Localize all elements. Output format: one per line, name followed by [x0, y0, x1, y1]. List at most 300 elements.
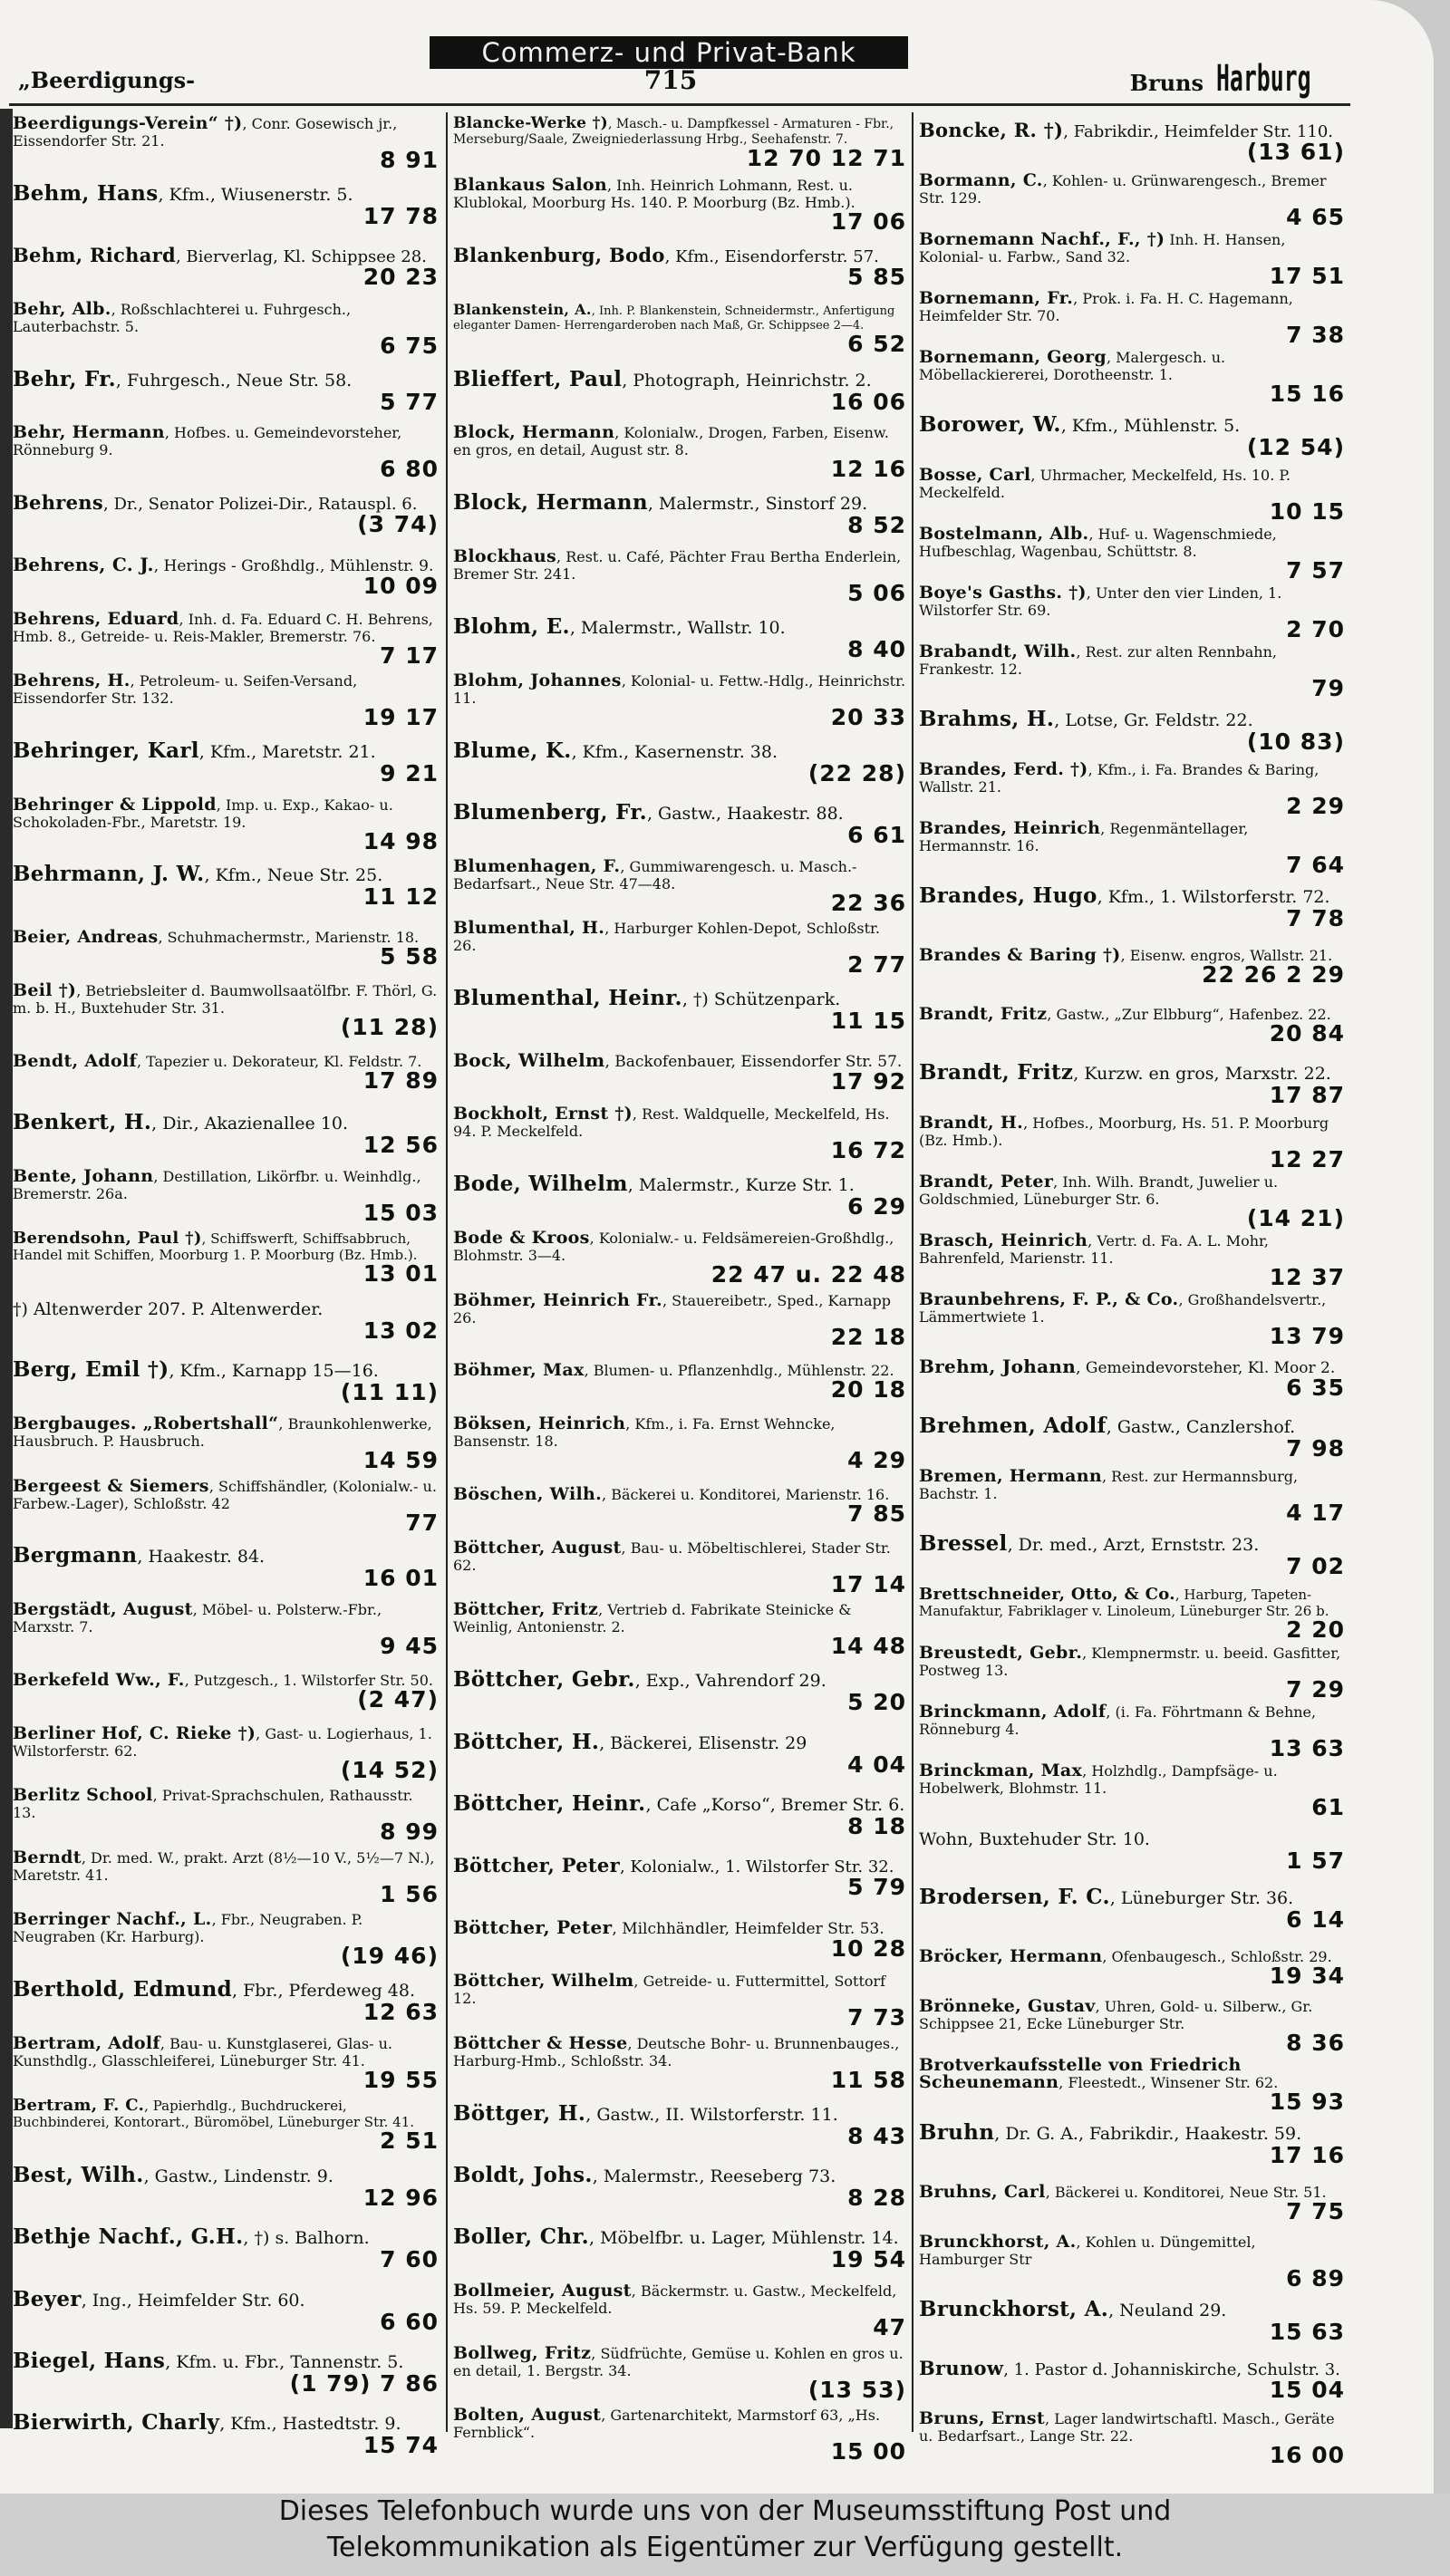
entry-phone-number: 13 01 — [362, 1260, 439, 1288]
directory-entry — [919, 2409, 1345, 2468]
entry-name: Bremen, Hermann — [919, 1467, 1102, 1486]
directory-entry — [919, 1879, 1345, 1938]
entry-phone-number: 4 29 — [847, 1447, 906, 1474]
directory-entry — [13, 608, 439, 670]
entry-phone-number: 7 29 — [1286, 1676, 1345, 1703]
entry-line — [453, 1973, 906, 2007]
directory-entry — [13, 1041, 439, 1103]
directory-entry — [13, 1722, 439, 1784]
entry-name: Böhmer, Max — [453, 1360, 585, 1381]
entry-details: , Unter den vier Linden, 1. Wilstorfer Str. 69. — [919, 584, 1282, 619]
directory-entry — [453, 2281, 906, 2342]
entry-line — [919, 761, 1345, 796]
entry-name: Behringer, Karl — [13, 738, 199, 763]
directory-entry — [919, 289, 1345, 348]
entry-details: , Fabrikdir., Heimfelder Str. 110. — [1063, 121, 1334, 141]
directory-entry — [13, 1599, 439, 1661]
entry-details: , Braunkohlenwerke, Hausbruch. P. Hausbruch. — [13, 1415, 432, 1451]
entry-name: Berkefeld Ww., F. — [13, 1670, 185, 1691]
entry-line — [13, 1165, 439, 1202]
directory-entry — [13, 1537, 439, 1598]
entry-line — [453, 1856, 906, 1877]
entry-phone-number: 5 58 — [380, 942, 439, 970]
entry-name: Berendsohn, Paul †) — [13, 1229, 202, 1249]
entry-details: , Schiffshändler, (Kolonialw.- u. Farbew.-Lager), Schloßstr. 42 — [13, 1477, 437, 1512]
entry-details: Wohn, Buxtehuder Str. 10. — [919, 1828, 1150, 1849]
entry-details: , Gemeindevorsteher, Kl. Moor 2. — [1076, 1359, 1336, 1377]
directory-entry — [453, 1661, 906, 1722]
entry-details: , Backofenbauer, Eissendorfer Str. 57. — [604, 1053, 903, 1072]
entry-line — [13, 2032, 439, 2069]
entry-phone-number: 8 36 — [1286, 2030, 1345, 2056]
entry-name: Brehm, Johann — [919, 1356, 1077, 1377]
entry-name: Beil †) — [13, 979, 77, 1000]
entry-phone-number: 7 73 — [847, 2004, 906, 2031]
entry-line — [919, 526, 1345, 560]
entry-details: , Malermstr., Reeseberg 73. — [592, 2166, 836, 2187]
entry-name: Brandt, Peter — [919, 1172, 1054, 1192]
entry-line — [453, 2342, 906, 2379]
entry-line — [919, 1828, 1345, 1850]
entry-details: , Fuhrgesch., Neue Str. 58. — [115, 370, 353, 391]
entry-details: , Lager landwirtschaftl. Masch., Geräte u. Bedarfsart., Lange Str. 22. — [919, 2410, 1335, 2445]
entry-name: Behrens — [13, 491, 103, 515]
entry-details: , †) Schützenpark. — [682, 989, 841, 1010]
entry-phone-number: (11 11) — [340, 1379, 439, 1406]
entry-name: Breustedt, Gebr. — [919, 1644, 1083, 1663]
directory-entry — [13, 670, 439, 731]
directory-entry — [13, 732, 439, 794]
directory-entry — [453, 1351, 906, 1413]
entry-details: , Kfm., Maretstr. 21. — [198, 741, 376, 762]
directory-entry — [13, 2218, 439, 2280]
entry-name: Blumenthal, Heinr. — [453, 986, 682, 1011]
entry-line — [13, 796, 439, 831]
entry-name: Böttcher, August — [453, 1537, 622, 1558]
entry-name: Blankenstein, A. — [453, 300, 592, 318]
entry-phone-number: 2 29 — [1286, 793, 1345, 819]
entry-details: , Inh. Wilh. Brandt, Juwelier u. Goldschmied, Lüneburger Str. 6. — [919, 1173, 1279, 1208]
entry-name: Bruns, Ernst — [919, 2409, 1046, 2428]
entry-phone-number: 9 45 — [380, 1633, 439, 1660]
entry-name: Behm, Richard — [13, 243, 176, 266]
entry-name: Behr, Fr. — [13, 366, 116, 391]
entry-phone-number: 11 12 — [362, 883, 439, 911]
directory-entry — [13, 1847, 439, 1908]
entry-line — [919, 706, 1345, 731]
entry-phone-number: 79 — [1311, 675, 1345, 701]
entry-line — [919, 1232, 1345, 1267]
directory-entry — [13, 979, 439, 1041]
directory-entry — [453, 112, 906, 174]
entry-name: Behrens, Eduard — [13, 608, 179, 629]
directory-entry — [919, 1526, 1345, 1585]
entry-details: , Klempnermstr. u. beeid. Gasfitter, Postweg 13. — [919, 1645, 1341, 1679]
entry-line — [453, 300, 906, 333]
entry-phone-number: 14 98 — [362, 827, 439, 854]
entry-details: , Bäckerei u. Konditorei, Marienstr. 16. — [602, 1486, 890, 1504]
entry-line — [13, 979, 439, 1017]
directory-entry — [13, 1785, 439, 1847]
entry-name: Brodersen, F. C. — [919, 1884, 1110, 1909]
directory-entry — [453, 918, 906, 979]
directory-entry — [919, 112, 1345, 171]
entry-details: , Südfrüchte, Gemüse u. Kohlen en gros u. en detail, 1. Bergstr. 34. — [453, 2344, 904, 2379]
entry-details: Inh. H. Hansen, Kolonial- u. Farbw., Sand 32. — [919, 231, 1286, 265]
entry-details: , Inh. Heinrich Lohmann, Rest. u. Klublokal, Moorburg Hs. 140. P. Moorburg (Bz. Hmb.). — [453, 177, 856, 212]
directory-entry — [453, 1475, 906, 1537]
directory-entry — [919, 760, 1345, 819]
entry-details: , Dr. med. W., prakt. Arzt (8½—10 V., 5½—7 N.), Maretstr. 41. — [13, 1848, 435, 1884]
entry-line — [453, 2404, 906, 2441]
directory-entry — [453, 1785, 906, 1847]
entry-phone-number: 15 93 — [1269, 2089, 1345, 2115]
directory-entry — [453, 608, 906, 670]
directory-entry — [453, 174, 906, 236]
entry-name: Bostelmann, Alb. — [919, 525, 1089, 544]
directory-entry — [13, 1413, 439, 1475]
directory-entry — [13, 174, 439, 236]
entry-name: Blume, K. — [453, 738, 572, 763]
entry-details: , Blumen- u. Pflanzenhdlg., Mühlenstr. 22. — [584, 1362, 894, 1380]
entry-details: , Gummiwarengesch. u. Masch.-Bedarfsart., Neue Str. 47—48. — [453, 857, 857, 892]
entry-details: , Malermstr., Kurze Str. 1. — [627, 1175, 855, 1196]
entry-details: , Bierverlag, Kl. Schippsee 28. — [175, 246, 427, 266]
entry-phone-number: 12 27 — [1269, 1146, 1345, 1172]
entry-phone-number: 13 02 — [362, 1317, 439, 1344]
entry-details: , Großhandelsvertr., Lämmertwiete 1. — [919, 1291, 1327, 1326]
entry-details: , Kfm., Wiusenerstr. 5. — [158, 184, 353, 205]
entry-details: , Kfm., Kasernenstr. 38. — [571, 741, 778, 762]
entry-name: Brahms, H. — [919, 706, 1055, 731]
entry-phone-number: 77 — [405, 1509, 439, 1536]
entry-phone-number: 7 38 — [1286, 322, 1345, 348]
entry-phone-number: (10 83) — [1246, 728, 1345, 755]
directory-entry — [453, 360, 906, 421]
bank-banner: Commerz- und Privat-Bank — [430, 36, 908, 69]
entry-phone-number: 6 61 — [847, 822, 906, 849]
directory-entry — [13, 1227, 439, 1288]
entry-line — [13, 1911, 439, 1945]
entry-details: , Rest. Waldquelle, Meckelfeld, Hs. 94. P. Meckelfeld. — [453, 1105, 890, 1141]
entry-line — [13, 2286, 439, 2311]
entry-name: Boldt, Johs. — [453, 2163, 593, 2188]
entry-name: Berg, Emil †) — [13, 1357, 169, 1383]
directory-entry — [13, 236, 439, 298]
entry-name: Bornemann Nachf., F., †) — [919, 230, 1165, 249]
entry-details: , Imp. u. Exp., Kakao- u. Schokoladen-Fbr., Maretstr. 19. — [13, 796, 393, 831]
directory-entry — [919, 701, 1345, 760]
entry-details: , Regenmäntellager, Hermannstr. 16. — [919, 820, 1249, 854]
entry-details: , Harburger Kohlen-Depot, Schloßstr. 26. — [453, 920, 880, 955]
entry-name: Böttcher, Gebr. — [453, 1667, 635, 1693]
entry-phone-number: 5 79 — [847, 1874, 906, 1901]
entry-details: , Lüneburger Str. 36. — [1109, 1887, 1294, 1908]
running-head-right-city: Harburg — [1216, 58, 1311, 100]
entry-name: Böttcher, Heinr. — [453, 1790, 646, 1816]
directory-entry — [453, 1413, 906, 1475]
directory-entry — [453, 1104, 906, 1165]
entry-line — [453, 243, 906, 266]
entry-name: Bormann, C. — [919, 171, 1043, 190]
entry-details: , 1. Pastor d. Johanniskirche, Schulstr. 3. — [1003, 2359, 1340, 2379]
header-rule — [9, 103, 1350, 106]
entry-line — [13, 1415, 439, 1450]
entry-line — [13, 2226, 439, 2249]
entry-name: Brinckman, Max — [919, 1761, 1083, 1780]
directory-entry — [13, 1971, 439, 2032]
entry-name: Bollweg, Fritz — [453, 2342, 592, 2363]
directory-entry — [919, 1172, 1345, 1231]
entry-details: , Vertr. d. Fa. A. L. Mohr, Bahrenfeld, Marienstr. 11. — [919, 1232, 1269, 1267]
entry-name: Böttcher, Fritz — [453, 1599, 599, 1620]
entry-phone-number: 6 52 — [847, 330, 906, 357]
column-divider — [912, 112, 914, 2432]
directory-entry — [453, 670, 906, 731]
directory-entry — [453, 1165, 906, 1227]
directory-entry — [919, 525, 1345, 584]
entry-details: , Bäckermstr. u. Gastw., Meckelfeld, Hs. 59. P. Meckelfeld. — [453, 2282, 897, 2318]
entry-details: , Fbr., Neugraben. P. Neugraben (Kr. Harburg). — [13, 1911, 363, 1946]
entry-name: Blockhaus — [453, 546, 557, 567]
directory-entry — [13, 1104, 439, 1165]
directory-entry — [919, 466, 1345, 525]
entry-line — [13, 1475, 439, 1512]
directory-entry — [453, 732, 906, 794]
directory-entry — [13, 2032, 439, 2094]
entry-name: Bertram, Adolf — [13, 2032, 160, 2053]
entry-details: , Deutsche Bohr- u. Brunnenbauges., Harburg-Hmb., Schloßstr. 34. — [453, 2034, 900, 2069]
entry-line — [453, 1289, 906, 1327]
directory-entry — [453, 2156, 906, 2218]
entry-line — [919, 467, 1345, 501]
directory-entry — [919, 584, 1345, 642]
directory-entry — [919, 996, 1345, 1055]
entry-name: Bergstädt, August — [13, 1599, 193, 1620]
entry-name: Braunbehrens, F. P., & Co. — [919, 1290, 1179, 1309]
directory-entry — [13, 794, 439, 855]
entry-name: Böschen, Wilh. — [453, 1484, 603, 1505]
entry-details: , Dr. med., Arzt, Ernststr. 23. — [1007, 1534, 1260, 1555]
entry-phone-number: 9 21 — [380, 759, 439, 786]
entry-line — [13, 1230, 439, 1263]
entry-phone-number: 6 29 — [847, 1193, 906, 1220]
entry-phone-number: 17 16 — [1269, 2141, 1345, 2168]
entry-line — [453, 1173, 906, 1196]
entry-details: , Prok. i. Fa. H. C. Hagemann, Heimfelder Str. 70. — [919, 290, 1293, 324]
entry-details: , Holzhdlg., Dampfsäge- u. Hobelwerk, Blohmstr. 11. — [919, 1762, 1278, 1797]
entry-details: , Roßschlachterei u. Fuhrgesch., Lauterbachstr. 5. — [13, 300, 352, 335]
entry-phone-number: 22 36 — [830, 889, 906, 916]
entry-phone-number: 10 09 — [362, 573, 439, 600]
entry-phone-number: 6 75 — [380, 332, 439, 359]
entry-phone-number: (14 52) — [340, 1757, 439, 1784]
entry-name: Brandes, Heinrich — [919, 819, 1101, 838]
entry-line — [13, 740, 439, 763]
entry-details: , Rest. zur alten Rennbahn, Frankestr. 12. — [919, 643, 1277, 678]
entry-name: Brehmen, Adolf — [919, 1413, 1107, 1438]
directory-entry — [919, 819, 1345, 878]
entry-name: Bente, Johann — [13, 1165, 154, 1186]
directory-entry — [919, 1703, 1345, 1761]
entry-phone-number: 7 17 — [380, 642, 439, 669]
entry-line — [453, 1486, 906, 1503]
entry-details: , Kfm., Eisendorferstr. 57. — [664, 246, 879, 266]
entry-name: Brinckmann, Adolf — [919, 1703, 1107, 1722]
entry-line — [453, 616, 906, 639]
directory-entry — [919, 1114, 1345, 1172]
entry-phone-number: 7 98 — [1286, 1434, 1345, 1462]
entry-details: , Fleestedt., Winsener Str. 62. — [1058, 2074, 1279, 2091]
entry-name: Bethje Nachf., G.H. — [13, 2224, 244, 2250]
entry-details: , †) s. Balhorn. — [243, 2228, 370, 2249]
directory-entry — [919, 2115, 1345, 2174]
entry-name: Benkert, H. — [13, 1109, 152, 1134]
entry-phone-number: 7 75 — [1286, 2197, 1345, 2224]
directory-entry — [919, 1820, 1345, 1879]
entry-phone-number: 20 33 — [830, 703, 906, 730]
directory-entry — [919, 407, 1345, 466]
entry-name: Borower, W. — [919, 411, 1061, 437]
entry-phone-number: 12 96 — [362, 2185, 439, 2212]
entry-line — [13, 1601, 439, 1635]
directory-entry — [919, 1938, 1345, 1997]
directory-entry — [919, 1644, 1345, 1703]
entry-line — [453, 1230, 906, 1264]
entry-name: Brunckhorst, A. — [919, 2233, 1077, 2252]
entry-line — [919, 290, 1345, 324]
entry-phone-number: 17 51 — [1269, 263, 1345, 289]
entry-details: , Malermstr., Sinstorf 29. — [647, 494, 868, 515]
entry-line — [919, 2410, 1345, 2445]
entry-phone-number: 5 06 — [847, 580, 906, 607]
entry-phone-number: 6 80 — [380, 456, 439, 483]
entry-details: , Dr., Senator Polizei-Dir., Ratauspl. 6. — [103, 495, 418, 515]
entry-line — [919, 1645, 1345, 1679]
directory-entry — [13, 2342, 439, 2404]
entry-name: Block, Hermann — [453, 490, 648, 516]
entry-details: , Kolonial- u. Fettw.-Hdlg., Heinrichstr. 11. — [453, 671, 906, 707]
entry-name: Best, Wilh. — [13, 2163, 144, 2188]
entry-phone-number: 16 01 — [362, 1565, 439, 1592]
directory-entry — [13, 855, 439, 917]
entry-name: Brandes, Hugo — [919, 883, 1097, 908]
entry-name: Blohm, E. — [453, 614, 570, 640]
directory-entry — [13, 298, 439, 360]
entry-line — [13, 112, 439, 150]
entry-name: Bode & Kroos — [453, 1228, 590, 1249]
entry-name: Brasch, Heinrich — [919, 1231, 1088, 1250]
entry-details: , Kolonialw., 1. Wilstorfer Str. 32. — [619, 1857, 894, 1877]
entry-details: , Cafe „Korso“, Bremer Str. 6. — [645, 1794, 905, 1815]
entry-line — [919, 885, 1345, 908]
entry-phone-number: 15 00 — [830, 2437, 906, 2465]
directory-entry — [453, 1908, 906, 1970]
entry-line — [453, 116, 906, 148]
entry-phone-number: 14 48 — [830, 1633, 906, 1660]
entry-phone-number: (19 46) — [340, 1943, 439, 1970]
entry-name: Brandes, Ferd. †) — [919, 760, 1088, 779]
directory-entry — [13, 484, 439, 545]
entry-name: Behrens, H. — [13, 670, 130, 690]
entry-line — [919, 1114, 1345, 1149]
entry-line — [919, 411, 1345, 437]
directory-entry — [13, 1165, 439, 1227]
entry-line — [13, 180, 439, 206]
entry-line — [453, 2032, 906, 2069]
entry-line — [13, 2098, 439, 2130]
directory-entry — [453, 2095, 906, 2156]
directory-entry — [453, 2404, 906, 2465]
entry-line — [453, 802, 906, 825]
entry-details: , Lotse, Gr. Feldstr. 22. — [1054, 709, 1253, 730]
entry-phone-number: 12 70 12 71 — [746, 145, 906, 172]
entry-phone-number: (2 47) — [357, 1686, 439, 1713]
entry-phone-number: (3 74) — [357, 511, 439, 538]
entry-name: Blumenberg, Fr. — [453, 800, 647, 825]
entry-name: Bergbauges. „Robertshall“ — [13, 1413, 279, 1434]
directory-entry — [919, 171, 1345, 230]
entry-name: Bode, Wilhelm — [453, 1172, 628, 1197]
entry-line — [453, 1601, 906, 1635]
entry-phone-number: 12 16 — [830, 456, 906, 483]
entry-name: Blieffert, Paul — [453, 366, 623, 391]
entry-line — [919, 2119, 1345, 2145]
entry-line — [919, 1291, 1345, 1326]
entry-name: Brotverkaufsstelle von Friedrich Scheunemann — [919, 2056, 1242, 2092]
entry-details: , Petroleum- u. Seifen-Versand, Eissendorfer Str. 132. — [13, 671, 358, 707]
entry-line — [919, 231, 1345, 265]
entry-line — [13, 1725, 439, 1760]
directory-entry — [919, 2056, 1345, 2115]
entry-details: , Dir., Akazienallee 10. — [151, 1113, 349, 1134]
entry-phone-number: 16 00 — [1269, 2442, 1345, 2468]
entry-phone-number: 17 92 — [830, 1068, 906, 1095]
directory-entry — [919, 937, 1345, 996]
directory-entry — [919, 878, 1345, 937]
entry-details: , Huf- u. Wagenschmiede, Hufbeschlag, Wagenbau, Schüttstr. 8. — [919, 526, 1277, 560]
entry-line — [453, 1790, 906, 1816]
entry-name: Block, Hermann — [453, 422, 615, 443]
entry-line — [919, 1703, 1345, 1738]
entry-phone-number: 13 79 — [1269, 1323, 1345, 1349]
entry-details: , Conr. Gosewisch jr., Eissendorfer Str. 21. — [13, 114, 398, 150]
entry-line — [919, 1468, 1345, 1502]
entry-line — [919, 2233, 1345, 2268]
directory-entry — [919, 1761, 1345, 1820]
entry-line — [919, 1530, 1345, 1556]
entry-name: Blancke-Werke †) — [453, 114, 608, 133]
entry-name: Bornemann, Georg — [919, 348, 1107, 367]
entry-details: , Möbel- u. Polsterw.-Fbr., Marxstr. 7. — [13, 1601, 382, 1636]
entry-name: Boncke, R. †) — [919, 118, 1064, 141]
entry-phone-number: 4 04 — [847, 1751, 906, 1778]
entry-phone-number: 20 23 — [362, 263, 439, 290]
entry-line — [453, 2282, 906, 2317]
entry-details: , Uhren, Gold- u. Silberw., Gr. Schippsee 21, Ecke Lüneburger Str. — [919, 1998, 1313, 2032]
entry-details: , Fbr., Pferdeweg 48. — [232, 1980, 416, 2001]
entry-phone-number: 17 06 — [830, 208, 906, 236]
entry-phone-number: (1 79) 7 86 — [289, 2370, 439, 2398]
entry-phone-number: 17 87 — [1269, 1081, 1345, 1108]
entry-details: , Rest. u. Café, Pächter Frau Bertha Enderlein, Bremer Str. 241. — [453, 548, 902, 584]
entry-details: , Stauereibetr., Sped., Karnapp 26. — [453, 1291, 891, 1327]
directory-entry — [919, 1467, 1345, 1526]
entry-details: , Kfm., 1. Wilstorferstr. 72. — [1097, 886, 1330, 907]
entry-name: Böksen, Heinrich — [453, 1413, 626, 1434]
entry-details: , Bau- u. Kunstglaserei, Glas- u. Kunsthdlg., Glasschleiferei, Lüneburger Str. 41. — [13, 2034, 392, 2069]
entry-line — [919, 349, 1345, 383]
